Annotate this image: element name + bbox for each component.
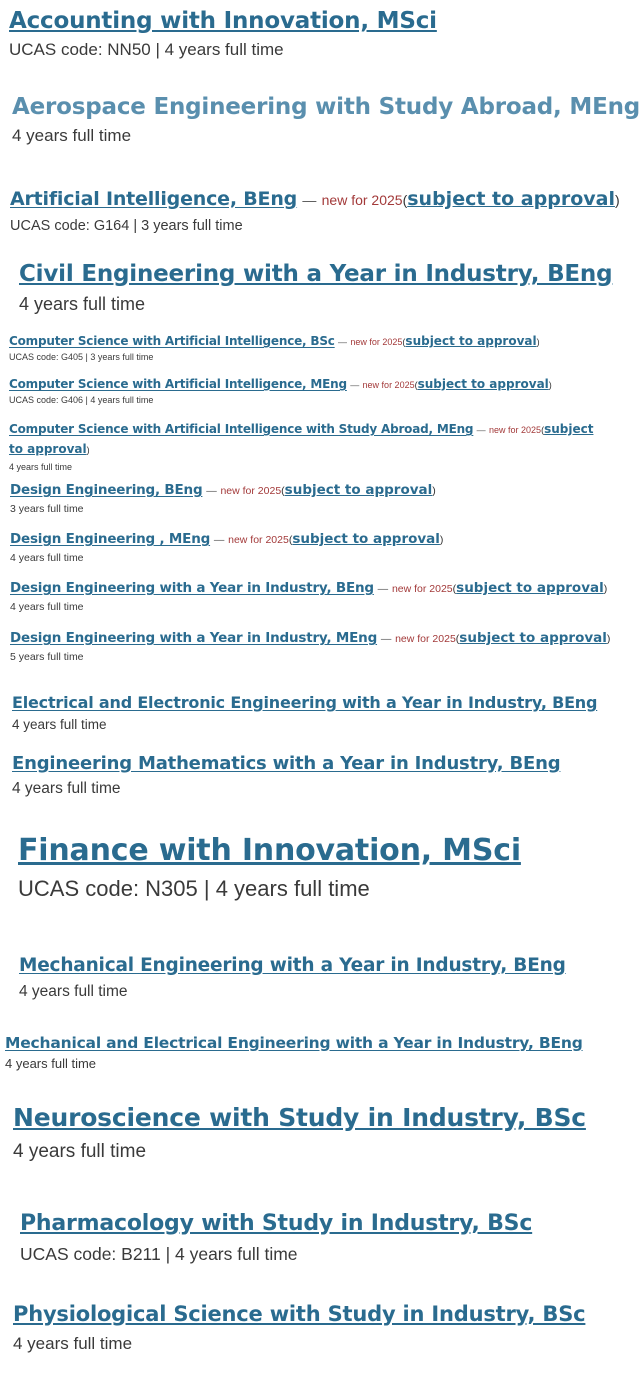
course-entry <box>20 1211 532 1265</box>
course-meta: UCAS code: B211 | 4 years full time <box>20 1244 298 1264</box>
course-entry <box>10 630 610 663</box>
course-title-link[interactable]: Design Engineering with a Year in Industry, MEng <box>10 630 378 646</box>
course-meta: 5 years full time <box>10 651 84 663</box>
course-entry <box>9 420 607 472</box>
paren-close: ) <box>603 583 608 595</box>
paren-open: ( <box>402 337 406 347</box>
new-badge-text: new for 2025 <box>350 337 403 347</box>
course-meta: 4 years full time <box>19 983 128 1000</box>
course-title-link[interactable]: Physiological Science with Study in Industry, BSc <box>13 1302 586 1326</box>
separator-dash: — <box>350 380 360 390</box>
new-badge-text: new for 2025 <box>228 534 289 546</box>
subject-to-approval-link[interactable]: subject to approval <box>407 188 615 210</box>
course-title-link[interactable]: Design Engineering with a Year in Industry, BEng <box>10 580 374 596</box>
new-badge-text: new for 2025 <box>362 380 415 390</box>
course-entry <box>12 693 597 732</box>
course-entry <box>9 334 540 362</box>
course-entry <box>10 482 436 515</box>
new-badge-text: new for 2025 <box>391 583 453 595</box>
course-entry <box>13 1302 585 1354</box>
course-title-link[interactable]: Engineering Mathematics with a Year in Industry, BEng <box>12 753 561 774</box>
course-title-link[interactable]: Computer Science with Artificial Intelligence, BSc <box>9 334 335 348</box>
course-entry <box>12 94 640 146</box>
course-meta: 4 years full time <box>12 126 132 145</box>
course-title-link[interactable]: Mechanical and Electrical Engineering with a Year in Industry, BEng <box>5 1034 583 1052</box>
paren-close: ) <box>614 192 620 208</box>
course-title-link[interactable]: Neuroscience with Study in Industry, BSc <box>13 1103 586 1132</box>
subject-to-approval-link[interactable]: subject to approval <box>9 422 594 456</box>
course-title-link[interactable]: Electrical and Electronic Engineering with a Year in Industry, BEng <box>12 693 598 712</box>
course-meta: 4 years full time <box>13 1141 147 1162</box>
separator-dash: — <box>380 633 392 645</box>
course-meta: UCAS code: N305 | 4 years full time <box>18 876 370 901</box>
paren-close: ) <box>439 534 444 546</box>
course-entry <box>10 188 620 234</box>
course-entry <box>9 8 437 60</box>
paren-open: ( <box>414 380 418 390</box>
separator-dash: — <box>213 534 225 546</box>
course-meta: 4 years full time <box>5 1056 97 1071</box>
paren-open: ( <box>281 485 285 497</box>
course-entry <box>18 833 521 902</box>
separator-dash: — <box>377 583 389 595</box>
paren-open: ( <box>288 534 293 546</box>
subject-to-approval-link[interactable]: subject to approval <box>292 531 440 547</box>
subject-to-approval-link[interactable]: subject to approval <box>417 377 549 391</box>
course-title-link[interactable]: Artificial Intelligence, BEng <box>10 188 298 210</box>
course-entry <box>10 580 607 613</box>
paren-close: ) <box>86 445 90 455</box>
course-entry <box>12 753 560 798</box>
course-title-link[interactable]: Finance with Innovation, MSci <box>18 833 521 868</box>
course-entry <box>9 377 552 405</box>
paren-open: ( <box>455 633 460 645</box>
new-badge-text: new for 2025 <box>220 485 282 497</box>
new-badge-text: new for 2025 <box>321 192 403 208</box>
course-meta: 4 years full time <box>13 1334 133 1353</box>
subject-to-approval-link[interactable]: subject to approval <box>456 580 604 596</box>
course-title-link[interactable]: Computer Science with Artificial Intelligence with Study Abroad, MEng <box>9 422 474 436</box>
course-meta: UCAS code: G406 | 4 years full time <box>9 395 154 405</box>
course-meta: UCAS code: G405 | 3 years full time <box>9 352 154 362</box>
paren-close: ) <box>606 633 611 645</box>
course-entry <box>19 955 566 1001</box>
course-title: Aerospace Engineering with Study Abroad, MEng <box>12 94 640 120</box>
paren-close: ) <box>548 380 552 390</box>
course-meta: 4 years full time <box>9 462 73 472</box>
paren-open: ( <box>402 192 408 208</box>
subject-to-approval-link[interactable]: subject to approval <box>459 630 607 646</box>
course-meta: 3 years full time <box>10 503 84 515</box>
paren-open: ( <box>452 583 457 595</box>
course-meta: 4 years full time <box>12 717 107 732</box>
course-title-link[interactable]: Mechanical Engineering with a Year in Industry, BEng <box>19 955 566 976</box>
course-title-link[interactable]: Design Engineering , MEng <box>10 531 211 547</box>
course-meta: 4 years full time <box>12 780 121 797</box>
separator-dash: — <box>302 192 317 208</box>
separator-dash: — <box>338 337 348 347</box>
separator-dash: — <box>206 485 217 497</box>
course-entry <box>5 1034 583 1071</box>
new-badge-text: new for 2025 <box>395 633 456 645</box>
course-title-link[interactable]: Accounting with Innovation, MSci <box>9 8 437 34</box>
course-entry <box>10 531 443 564</box>
course-entry <box>13 1103 586 1163</box>
course-meta: 4 years full time <box>10 601 84 613</box>
course-title-link[interactable]: Pharmacology with Study in Industry, BSc <box>20 1211 533 1236</box>
paren-open: ( <box>541 425 545 435</box>
separator-dash: — <box>476 425 486 435</box>
subject-to-approval-link[interactable]: subject to approval <box>405 334 537 348</box>
subject-to-approval-link[interactable]: subject to approval <box>284 482 433 498</box>
paren-close: ) <box>432 485 436 497</box>
course-meta: 4 years full time <box>19 294 146 314</box>
course-entry <box>19 261 612 315</box>
course-meta: 4 years full time <box>10 552 84 564</box>
course-meta: UCAS code: NN50 | 4 years full time <box>9 40 284 59</box>
course-title-link[interactable]: Design Engineering, BEng <box>10 482 203 498</box>
course-title-link[interactable]: Computer Science with Artificial Intelligence, MEng <box>9 377 347 391</box>
new-badge-text: new for 2025 <box>489 425 542 435</box>
course-meta: UCAS code: G164 | 3 years full time <box>10 218 243 234</box>
paren-close: ) <box>536 337 540 347</box>
course-title-link[interactable]: Civil Engineering with a Year in Industry, BEng <box>19 261 613 287</box>
